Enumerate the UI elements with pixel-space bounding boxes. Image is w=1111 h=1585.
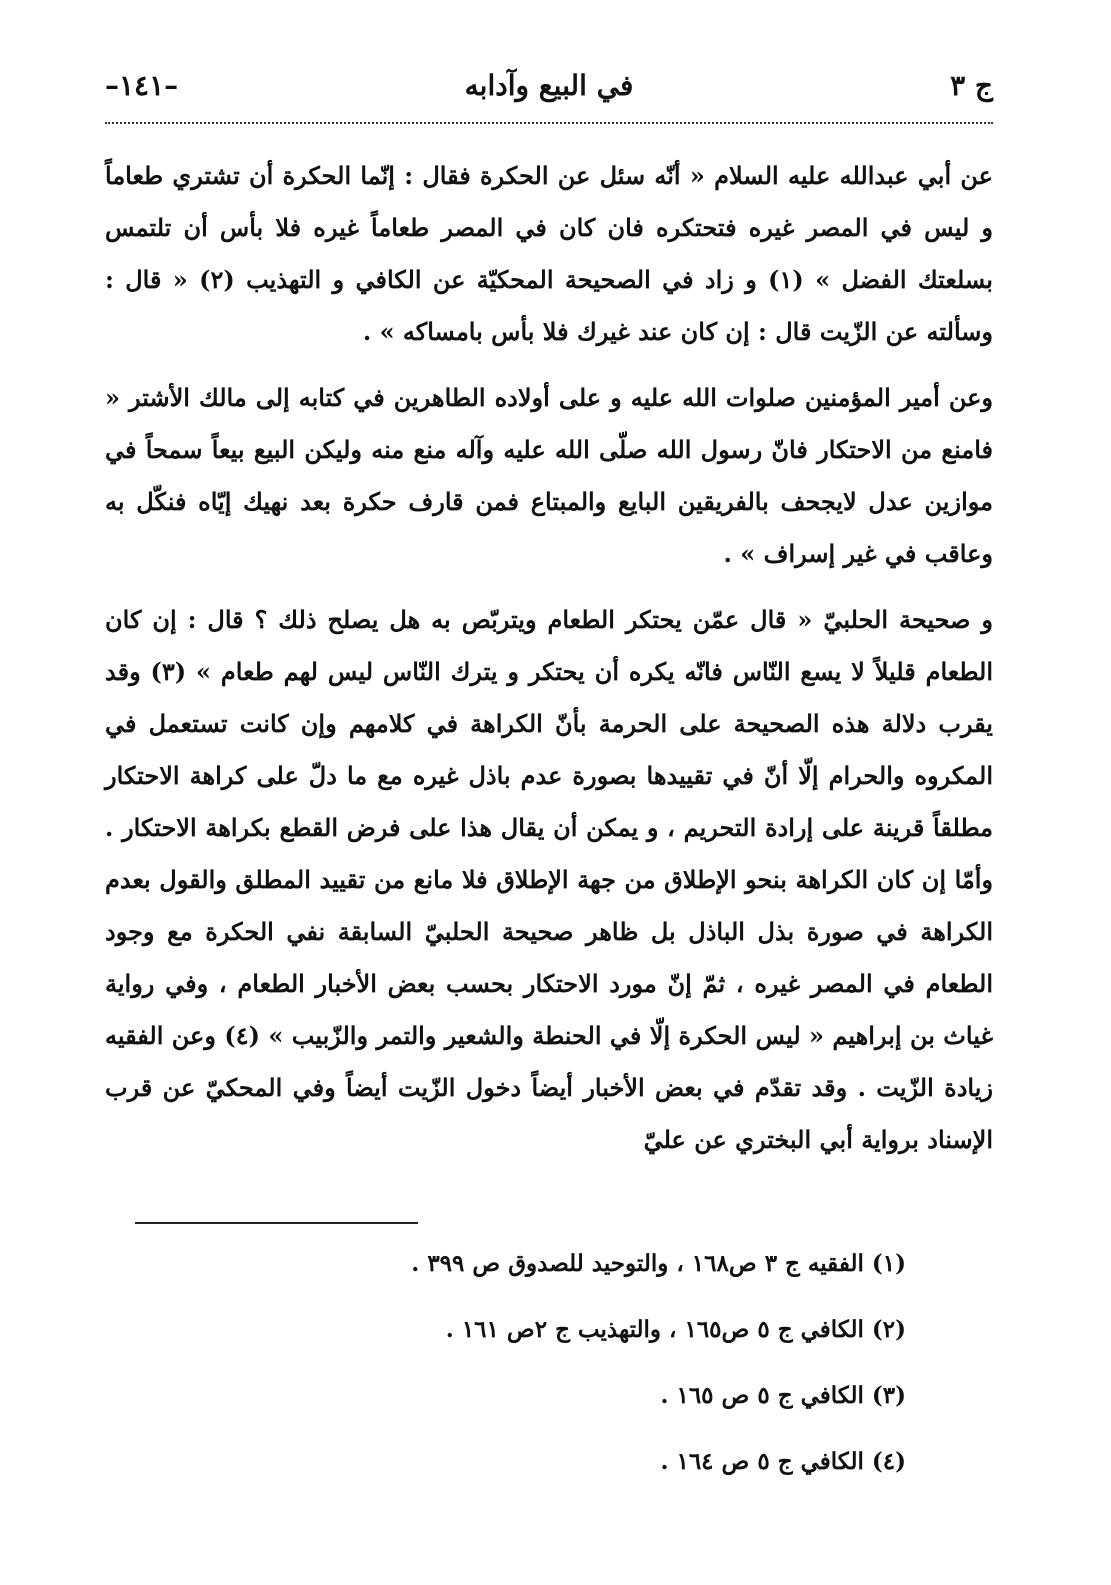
footnotes: [256, 1240, 906, 1504]
paragraph-1: عن أبي عبدالله عليه السلام « أنّه سئل عن الحكرة فقال : إنّما الحكرة أن تشتري طعاماً و ليس في المصر غيره فتحتكره فان كان في المصر طعاماً غيره فلا بأس أن تلتمس بسلعتك الفضل » (١) و زاد في الصحيحة المحكيّة عن الكافي و التهذيب (٢) « قال : وسألته عن الزّيت قال : إن كان عند غيرك فلا بأس بامساكه » .: [105, 161, 993, 346]
footnote-1: (١) الفقيه ج ٣ ص١٦٨ ، والتوحيد للصدوق ص ٣٩٩ .: [411, 1250, 906, 1277]
header-divider: [105, 122, 993, 124]
footnote-4: (٤) الكافي ج ٥ ص ١٦٤ .: [660, 1448, 906, 1475]
footnote-divider: [135, 1222, 418, 1224]
main-text: [105, 150, 993, 1166]
page-header: [105, 62, 993, 112]
page-number: –١٤١–: [105, 69, 179, 102]
footnote-2: (٢) الكافي ج ٥ ص١٦٥ ، والتهذيب ج ٢ص ١٦١ .: [445, 1316, 906, 1343]
running-title: في البيع وآدابه: [464, 69, 634, 102]
footnote-3: (٣) الكافي ج ٥ ص ١٦٥ .: [660, 1382, 906, 1409]
paragraph-2: وعن أمير المؤمنين صلوات الله عليه و على أولاده الطاهرين في كتابه إلى مالك الأشتر « فامنع من الاحتكار فانّ رسول الله صلّى الله عليه وآله منع منه وليكن البيع بيعاً سمحاً في موازين عدل لايجحف بالفريقين البايع والمبتاع فمن قارف حكرة بعد نهيك إيّاه فنكّل به وعاقب في غير إسراف » .: [105, 383, 993, 568]
volume-label: ج ٣: [950, 69, 993, 102]
paragraph-3: و صحيحة الحلبيّ « قال عمّن يحتكر الطعام ويتربّص به هل يصلح ذلك ؟ قال : إن كان الطعام قليلاً لا يسع النّاس فانّه يكره أن يحتكر و يترك النّاس ليس لهم طعام » (٣) وقد يقرب دلالة هذه الصحيحة على الحرمة بأنّ الكراهة في كلامهم وإن كانت تستعمل في المكروه والحرام إلّا أنّ في تقييدها بصورة عدم باذل غيره مع ما دلّ على كراهة الاحتكار مطلقاً قرينة على إرادة التحريم ، و يمكن أن يقال هذا على فرض القطع بكراهة الاحتكار . وأمّا إن كان الكراهة بنحو الإطلاق من جهة الإطلاق فلا مانع من تقييد المطلق والقول بعدم الكراهة في صورة بذل الباذل بل ظاهر صحيحة الحلبيّ السابقة نفي الحكرة مع وجود الطعام في المصر غيره ، ثمّ إنّ مورد الاحتكار بحسب بعض الأخبار الطعام ، وفي رواية غياث بن إبراهيم « ليس الحكرة إلّا في الحنطة والشعير والتمر والزّبيب » (٤) وعن الفقيه زيادة الزّيت . وقد تقدّم في بعض الأخبار أيضاً دخول الزّيت أيضاً وفي المحكيّ عن قرب الإسناد برواية أبي البختري عن عليّ: [105, 605, 994, 1154]
